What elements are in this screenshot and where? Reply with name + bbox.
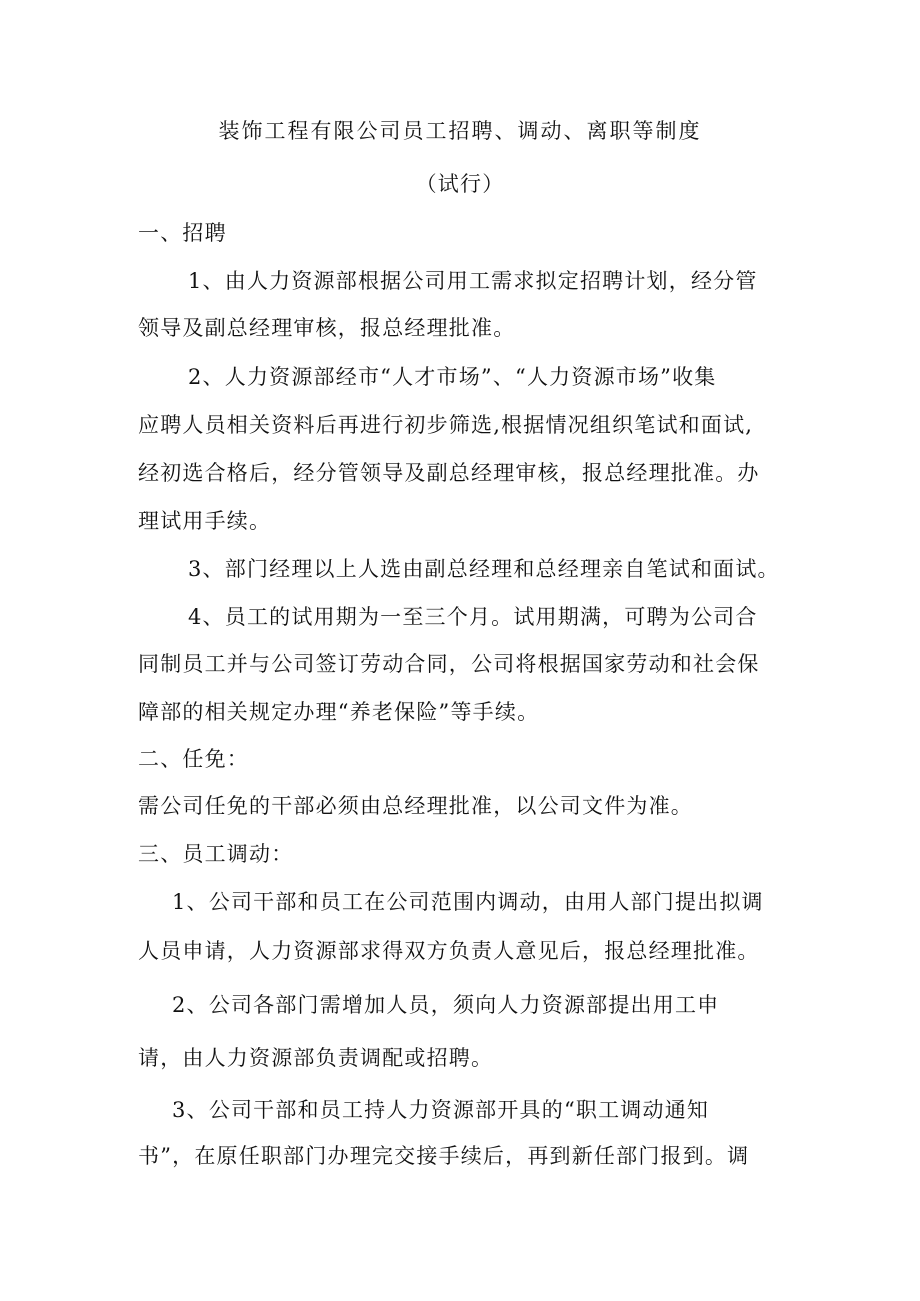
paragraph-line: 3、部门经理以上人选由副总经理和总经理亲自笔试和面试。 <box>188 557 780 581</box>
paragraph-line: 障部的相关规定办理“养老保险”等手续。 <box>138 700 540 724</box>
paragraph-line: 需公司任免的干部必须由总经理批准，以公司文件为准。 <box>138 794 693 818</box>
paragraph-line: 领导及副总经理审核，报总经理批准。 <box>138 316 516 340</box>
paragraph-line: 2、公司各部门需增加人员，须向人力资源部提出用工申 <box>172 993 720 1017</box>
paragraph-line: 理试用手续。 <box>138 509 272 533</box>
document-title: 装饰工程有限公司员工招聘、调动、离职等制度 <box>218 119 702 143</box>
paragraph-line: 1、由人力资源部根据公司用工需求拟定招聘计划，经分管 <box>188 269 758 293</box>
paragraph-line: 请，由人力资源部负责调配或招聘。 <box>138 1046 494 1070</box>
paragraph-line: 人员申请，人力资源部求得双方负责人意见后，报总经理批准。 <box>138 939 760 963</box>
paragraph-line: 4、员工的试用期为一至三个月。试用期满，可聘为公司合 <box>188 605 758 629</box>
paragraph-line: 同制员工并与公司签订劳动合同，公司将根据国家劳动和社会保 <box>138 652 760 676</box>
paragraph-line: 应聘人员相关资料后再进行初步筛选,根据情况组织笔试和面试, <box>138 413 754 437</box>
paragraph-line: 经初选合格后，经分管领导及副总经理审核，报总经理批准。办 <box>138 461 760 485</box>
paragraph-line: 书”，在原任职部门办理完交接手续后，再到新任部门报到。调 <box>138 1144 750 1168</box>
section-heading-recruitment: 一、招聘 <box>138 221 227 245</box>
section-heading-appointment: 二、任免： <box>138 747 249 771</box>
paragraph-line: 1、公司干部和员工在公司范围内调动，由用人部门提出拟调 <box>172 890 764 914</box>
paragraph-line: 2、人力资源部经市“人才市场”、“人力资源市场”收集 <box>188 365 717 389</box>
section-heading-transfer: 三、员工调动： <box>138 842 294 866</box>
document-subtitle: （试行） <box>415 172 505 196</box>
paragraph-line: 3、公司干部和员工持人力资源部开具的“职工调动通知 <box>172 1098 710 1122</box>
